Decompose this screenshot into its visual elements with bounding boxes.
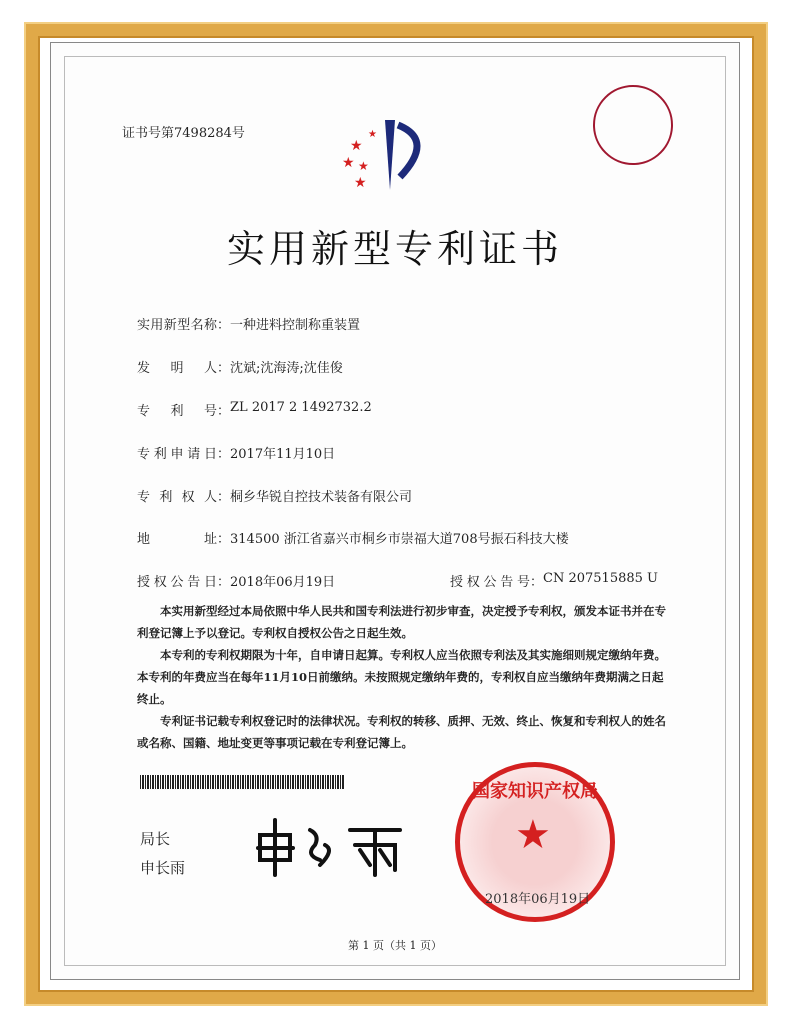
official-seal: ★ 国家知识产权局 (455, 762, 615, 922)
paragraph: 本专利的专利权期限为十年，自申请日起算。专利权人应当依照专利法及其实施细则规定缴纳年费。本专利的年费应当在每年11月10日前缴纳。未按照规定缴纳年费的，专利权自应当缴纳年费期满之日起终止。 (137, 648, 666, 706)
field-patent-no: 专利号 ： ZL 2017 2 1492732.2 (137, 400, 372, 419)
field-pub-no: 授权公告号 ： CN 207515885 U (450, 571, 658, 590)
field-address: 地址 ： 314500 浙江省嘉兴市桐乡市崇福大道708号振石科技大楼 (137, 532, 569, 547)
field-patentee: 专利权人 ： 桐乡华锐自控技术装备有限公司 (137, 490, 413, 505)
page-title: 实用新型专利证书 (226, 227, 563, 271)
field-inventor: 发明人 ： 沈斌;沈海涛;沈佳俊 (137, 361, 343, 376)
paragraph: 本实用新型经过本局依照中华人民共和国专利法进行初步审查，决定授予专利权，颁发本证书并在专利登记簿上予以登记。专利权自授权公告之日起生效。 (137, 604, 666, 640)
field-grant-date: 授权公告日 ： 2018年06月19日 (137, 575, 336, 590)
seal-date: 2018年06月19日 (485, 892, 591, 907)
patent-office-logo (340, 115, 440, 195)
director-name: 申长雨 (140, 859, 186, 877)
field-name: 实用新型名称 ： 一种进料控制称重装置 (137, 318, 361, 333)
svg-text:★: ★ (354, 175, 367, 191)
director-title: 局长 (140, 830, 171, 848)
paragraph: 专利证书记载专利权登记时的法律状况。专利权的转移、质押、无效、终止、恢复和专利权人的姓名或名称、国籍、地址变更等事项记载在专利登记簿上。 (137, 714, 666, 750)
agency-stamp (593, 85, 673, 165)
svg-text:★: ★ (368, 129, 377, 140)
barcode (140, 775, 345, 789)
page-footer: 第 1 页（共 1 页） (348, 939, 442, 952)
certificate-number: 证书号第7498284号 (122, 126, 245, 141)
signature (250, 810, 410, 880)
svg-text:★: ★ (358, 159, 369, 173)
field-filing-date: 专利申请日 ： 2017年11月10日 (137, 447, 336, 462)
svg-text:★: ★ (342, 155, 355, 171)
svg-text:★: ★ (350, 138, 363, 154)
